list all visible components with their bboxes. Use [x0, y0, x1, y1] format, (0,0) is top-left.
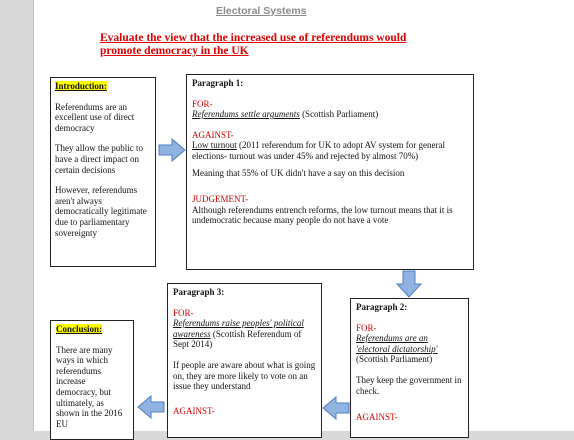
paragraph-1-judgement-label: JUDGEMENT-	[192, 194, 249, 205]
arrow-left-icon	[322, 396, 350, 420]
paragraph-1-meaning: Meaning that 55% of UK didn't have a say on this decision	[192, 167, 405, 178]
paragraph-2-for-label: FOR-	[356, 322, 377, 333]
paragraph-1-box	[186, 74, 474, 270]
paragraph-1-for-point: Referendums settle arguments	[192, 109, 300, 120]
paragraph-3-box	[167, 283, 322, 438]
paragraph-3-against-label: AGAINST-	[173, 405, 215, 416]
paragraph-3-text: If people are aware about what is going on, they are more likely to vote on an issue they understand	[173, 359, 316, 392]
paragraph-2-box	[350, 298, 469, 438]
essay-question: Evaluate the view that the increased use of referendums would promote democracy in the UK	[100, 32, 407, 57]
paragraph-2-heading: Paragraph 2:	[356, 302, 408, 312]
conclusion-text: There are many ways in which referendums increase democracy, but ultimately, as shown in the 2016 EU	[56, 344, 123, 429]
introduction-heading: Introduction:	[55, 81, 107, 91]
paragraph-1-for-example: (Scottish Parliament)	[299, 109, 379, 120]
paragraph-1-against-point: Low turnout	[192, 140, 237, 151]
paragraph-1-for-label: FOR-	[192, 98, 213, 109]
paragraph-1-judgement-text: Although referendums entrench reforms, the low turnout means that it is undemocratic because many people do not have a vote	[192, 204, 453, 226]
paragraph-2-for-point: Referendums are an 'electoral dictatorship'	[356, 333, 438, 354]
arrow-down-icon	[396, 270, 422, 298]
introduction-point-3: However, referendums aren't always democratically legitimate due to parliamentary sovereignty	[55, 185, 147, 238]
conclusion-heading: Conclusion:	[56, 324, 103, 334]
arrow-right-icon	[158, 138, 186, 162]
paragraph-3-for-example: (Scottish Referendum of Sept 2014)	[173, 328, 302, 350]
paragraph-3-heading: Paragraph 3:	[173, 287, 225, 297]
document-title: Electoral Systems	[216, 5, 307, 17]
paragraph-1-against-label: AGAINST-	[192, 129, 234, 140]
introduction-box	[50, 77, 156, 267]
paragraph-2-text: They keep the government in check.	[356, 374, 462, 396]
paragraph-1-heading: Paragraph 1:	[192, 78, 244, 88]
conclusion-box	[50, 320, 134, 440]
paragraph-3-for-label: FOR-	[173, 307, 194, 318]
paragraph-1-against-example: (2011 referendum for UK to adopt AV system for general elections- turnout was under 45% and rejected by almost 70%)	[192, 140, 446, 161]
paragraph-2-against-label: AGAINST-	[356, 412, 398, 423]
paragraph-3-for-point: Referendums raise peoples' political awareness	[173, 318, 304, 339]
paragraph-2-for-example: (Scottish Parliament)	[356, 354, 433, 365]
introduction-point-1: Referendums are an excellent use of direct democracy	[55, 101, 135, 133]
introduction-point-2: They allow the public to have a direct impact on certain decisions	[55, 143, 143, 175]
arrow-left-icon	[137, 395, 165, 419]
